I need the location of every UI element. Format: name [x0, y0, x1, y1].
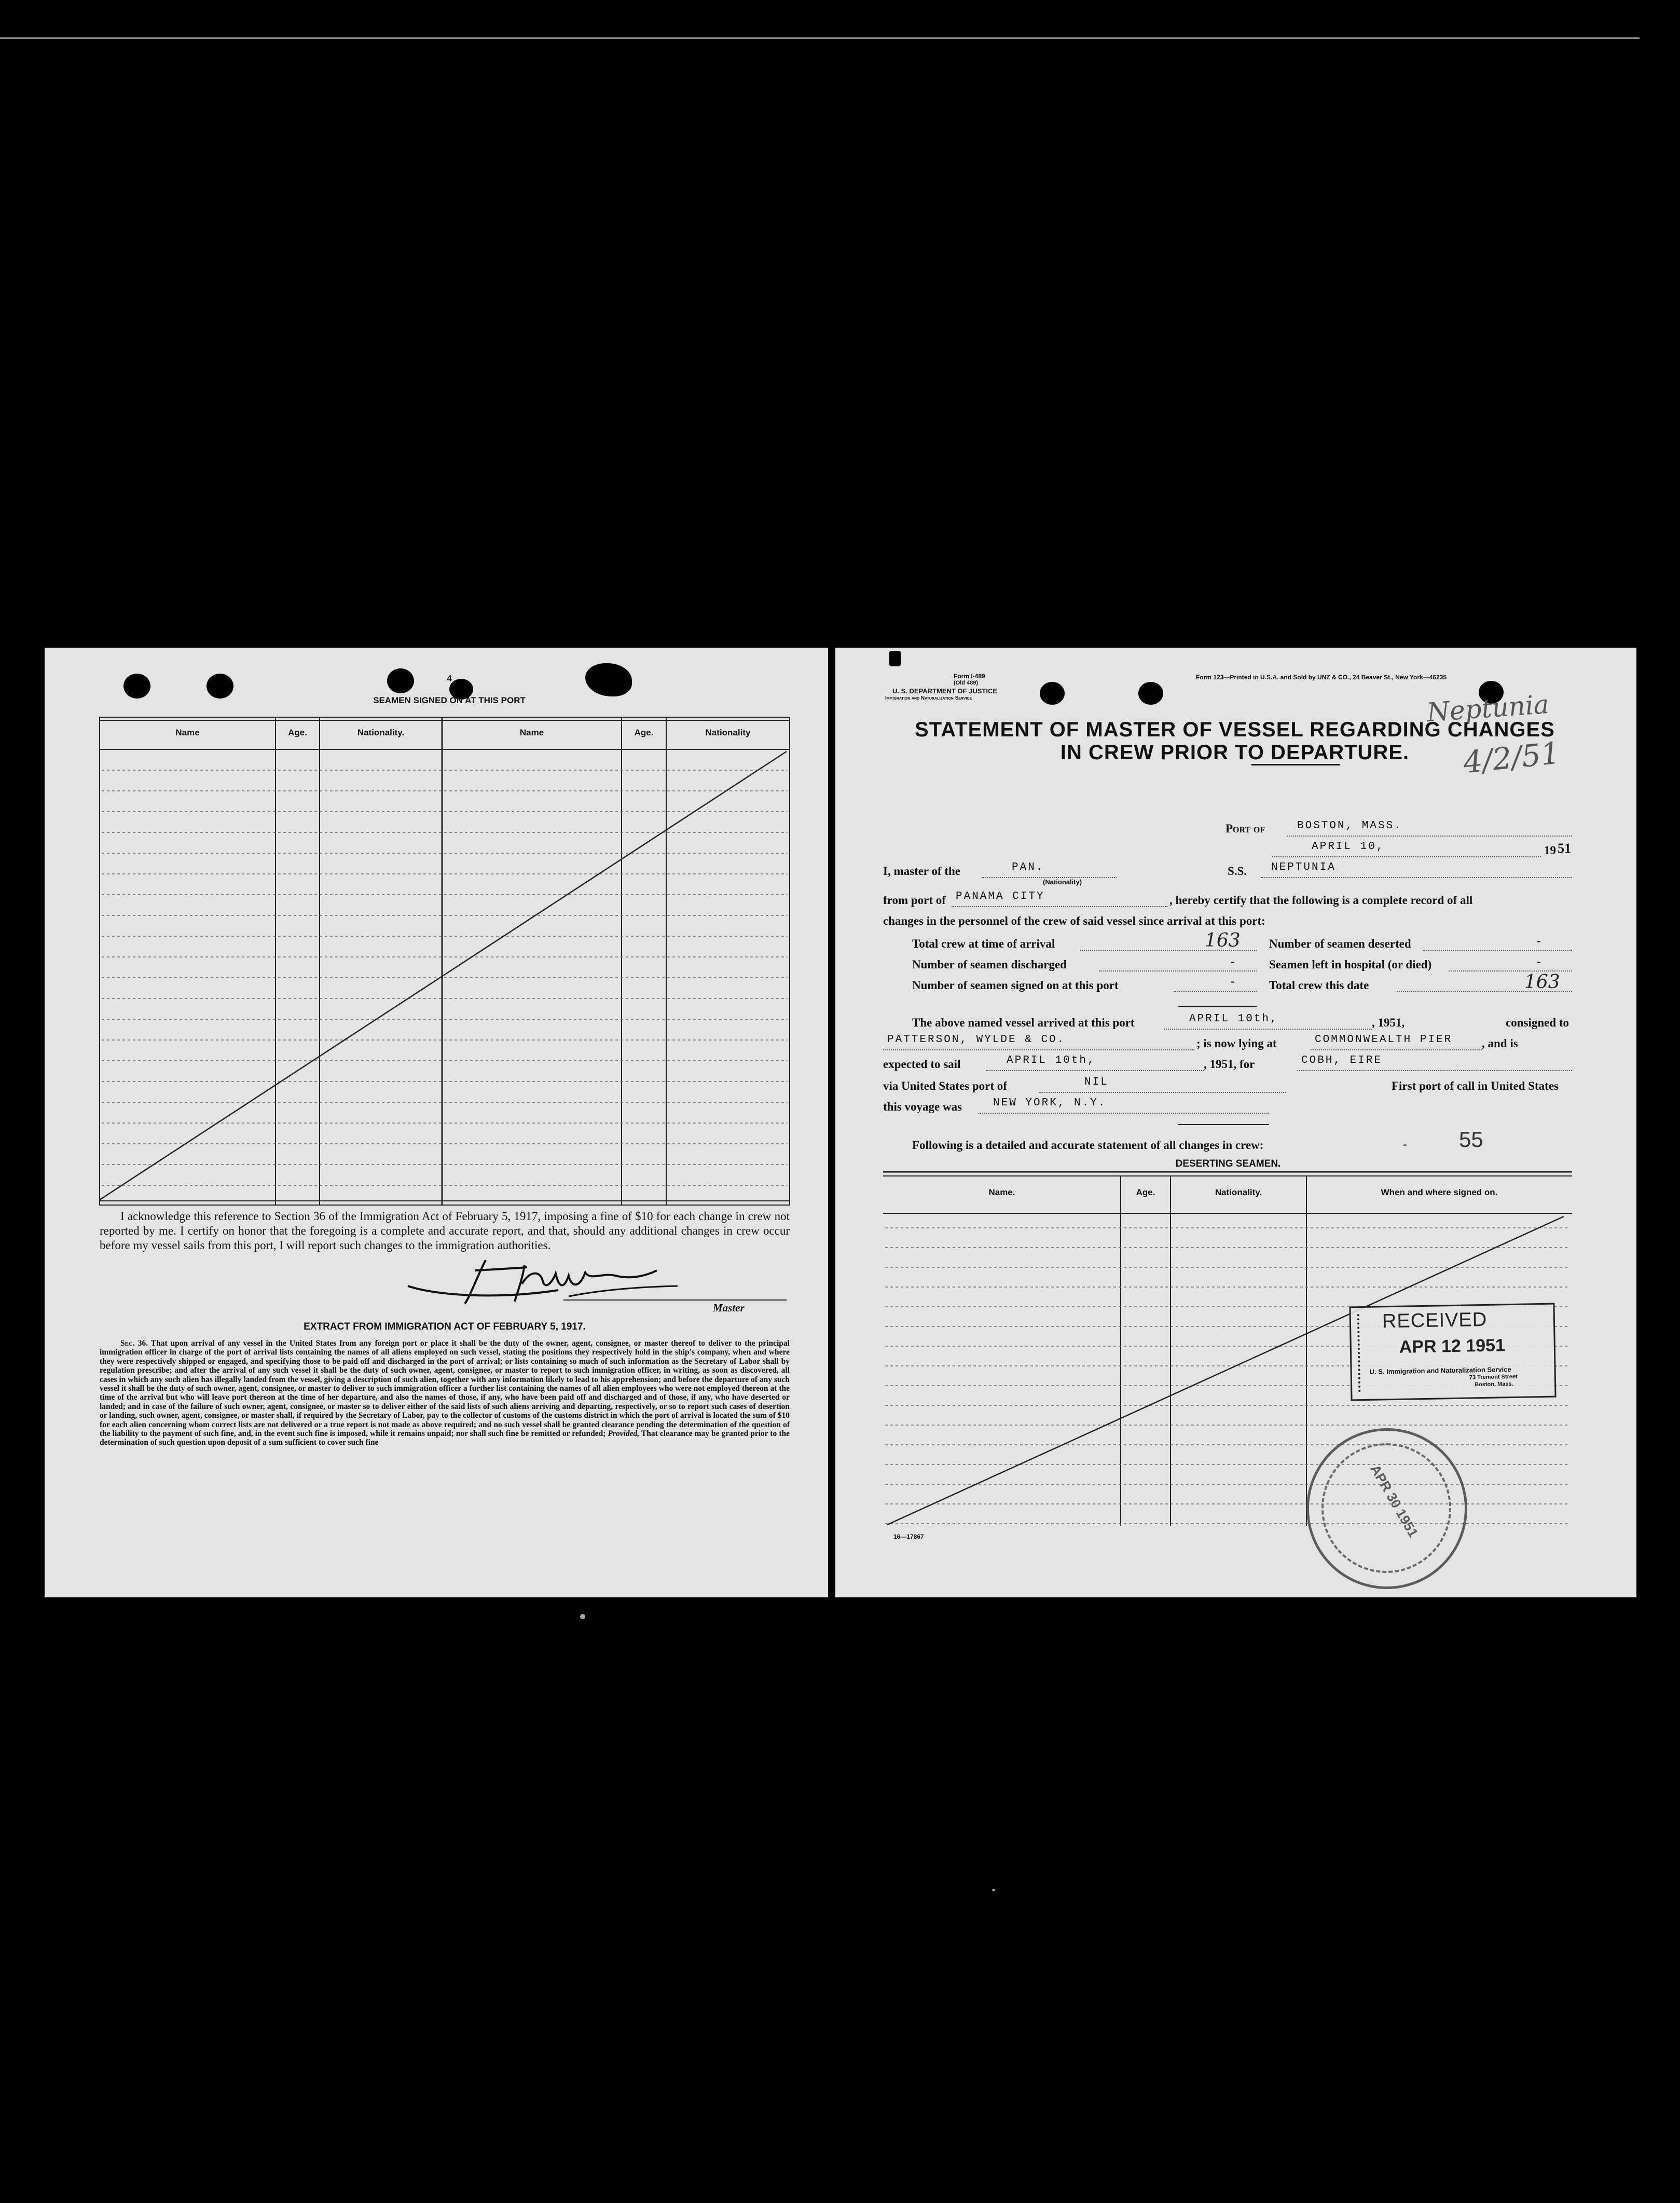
arrived-year: , 1951, — [1372, 1016, 1405, 1029]
received-line-1: U. S. Immigration and Naturalization Service — [1369, 1365, 1511, 1376]
col-header-name: Name — [175, 728, 200, 737]
discharged-value: - — [1231, 955, 1235, 968]
handwritten-date: 4/2/51 — [1461, 735, 1562, 781]
first-port-label: First port of call in United States — [1392, 1079, 1559, 1092]
vessel-value: NEPTUNIA — [1271, 861, 1336, 873]
voyage-value: NEW YORK, N.Y. — [993, 1097, 1107, 1109]
ss-label: S.S. — [1228, 865, 1247, 878]
col-header-age-2: Age. — [634, 728, 654, 737]
sec36-body: That upon arrival of any vessel in the United States from any foreign port or place it shall be the duty of the owner, agent, consignee, or master thereof to deliver to the principal immigration officer in charge of the port of arrival lists containing the names of all aliens employed on such vessel, stating the positions they respectively hold in the ship's company, when and where they were respectively shipped or engaged, and specifying those to be paid off and discharged in the port of arrival; or lists containing so much of such information as the Secretary of Labor shall by regulation prescribe; and after the arrival of any such vessel it shall be the duty of such owner, agent, consignee, or master to report to such immigration officer, in writing, as soon as discovered, all cases in which any such alien has illegally landed from the vessel, giving a description of such alien, together with any information likely to lead to his apprehension; and before the departure of any such vessel it shall be the duty of such owner, agent, consignee, or master to deliver to such immigration officer a further list containing the names of all alien employees who were not employed thereon at the time of the arrival but who will leave port thereon at the time of her departure, and also the names of those, if any, who have been paid off and discharged and of those, if any, who have deserted or landed; and in case of the failure of such owner, agent, consignee, or master so to deliver either of the said lists of such aliens arriving and departing, respectively, or so to report such cases of desertion or landing, such owner, agent, consignee, or master shall, if required by the Secretary of Labor, pay to the collector of customs of the customs district in which the port of arrival is located the sum of $10 for each alien concerning whom correct lists are not delivered or a true report is not made as above required; and no such vessel shall be granted clearance pending the determination of the question of the liability to the payment of such fine, and, in the event such fine is imposed, while it remains unpaid; nor shall such fine be remitted or refunded; — [100, 1339, 790, 1439]
signed-on-label: Number of seamen signed on at this port — [912, 979, 1119, 992]
desert-col-header-signed-on: When and where signed on. — [1381, 1187, 1498, 1197]
footer-code: 16—17867 — [893, 1533, 924, 1540]
scan-speck — [992, 1889, 995, 1891]
port-value: BOSTON, MASS. — [1297, 820, 1402, 832]
lying-label: ; is now lying at — [1196, 1037, 1277, 1050]
col-header-nationality: Nationality. — [357, 728, 405, 737]
arrived-value: APRIL 10th, — [1189, 1013, 1278, 1025]
discharged-label: Number of seamen discharged — [912, 958, 1067, 971]
stamp-left-bracket — [1357, 1314, 1367, 1392]
section-36-text — [100, 1339, 790, 1447]
arrived-label: The above named vessel arrived at this port — [912, 1016, 1135, 1029]
col-header-age: Age. — [288, 728, 307, 737]
following-dash: - — [1403, 1138, 1407, 1151]
nationality-caption: (Nationality) — [1043, 878, 1082, 886]
total-crew-date-label: Total crew this date — [1269, 979, 1369, 992]
deserted-label: Number of seamen deserted — [1269, 937, 1411, 950]
hospital-label: Seamen left in hospital (or died) — [1269, 958, 1432, 971]
year-value: 51 — [1558, 841, 1571, 856]
date-value: APRIL 10, — [1312, 841, 1385, 853]
certify-text: , hereby certify that the following is a complete record of all — [1169, 894, 1473, 907]
deserted-value: - — [1537, 934, 1541, 947]
received-date: APR 12 1951 — [1399, 1335, 1506, 1357]
from-port-value: PANAMA CITY — [956, 891, 1045, 902]
received-stamp — [1349, 1303, 1556, 1401]
following-number: 55 — [1459, 1127, 1483, 1152]
desert-col-header-name: Name. — [988, 1187, 1015, 1197]
form-title-line-2-text: IN CREW PRIOR TO DEPARTURE. — [1060, 741, 1410, 764]
total-crew-arrival-value: 163 — [1205, 930, 1241, 951]
master-label: Master — [713, 1302, 745, 1314]
hospital-value: - — [1537, 955, 1541, 968]
acknowledgement-text: I acknowledge this reference to Section 36 of the Immigration Act of February 5, 1917, imposing a fine of $10 for each change in crew not reported by me. I certify on honor that the foregoing is a complete and accurate report, and that, should any additional changes in crew occur before my vessel sails from this port, I will report such changes to the immigration authorities. — [100, 1210, 790, 1252]
signed-on-value: - — [1231, 975, 1235, 988]
sec36-tail: That clearance may be granted prior to the determination of such question upon deposit of a sum sufficient to cover such fine — [100, 1429, 790, 1447]
total-crew-date-value: 163 — [1524, 971, 1560, 993]
port-label: Port of — [1225, 822, 1265, 835]
round-stamp-date: APR 30 1951 — [1367, 1462, 1422, 1540]
consigned-label: consigned to — [1506, 1016, 1569, 1029]
section-title: SEAMEN SIGNED ON AT THIS PORT — [373, 695, 526, 705]
voyage-label: this voyage was — [883, 1100, 962, 1113]
via-label: via United States port of — [883, 1079, 1007, 1092]
total-crew-arrival-label: Total crew at time of arrival — [912, 937, 1055, 950]
service-name: Immigration and Naturalization Service — [885, 695, 972, 701]
scan-border-line — [0, 37, 1640, 39]
left-page — [45, 648, 828, 1597]
consignee-value: PATTERSON, WYLDE & CO. — [887, 1034, 1066, 1046]
from-port-label: from port of — [883, 894, 946, 907]
sec36-label: Sec. 36. — [120, 1339, 148, 1348]
changes-text: changes in the personnel of the crew of said vessel since arrival at this port: — [883, 914, 1265, 927]
received-line-3: Boston, Mass. — [1475, 1380, 1513, 1388]
received-title: RECEIVED — [1382, 1308, 1488, 1333]
col-header-nationality-2: Nationality — [705, 728, 751, 737]
printer-note: Form 123—Printed in U.S.A. and Sold by UNZ & CO., 24 Beaver St., New York—46235 — [1196, 674, 1447, 681]
following-label: Following is a detailed and accurate statement of all changes in crew: — [912, 1139, 1264, 1152]
master-signature-line — [563, 1299, 787, 1301]
destination-value: COBH, EIRE — [1301, 1055, 1383, 1066]
deserting-title: DESERTING SEAMEN. — [1175, 1158, 1281, 1169]
desert-col-header-nationality: Nationality. — [1215, 1187, 1262, 1197]
provided-label: Provided, — [608, 1429, 640, 1439]
deserting-seamen-table — [835, 648, 1636, 1540]
year-prefix: 19 — [1544, 844, 1556, 857]
master-signature — [397, 1250, 729, 1312]
handwritten-vessel-name: Neptunia — [1426, 689, 1550, 728]
form-old-number: (Old 489) — [954, 680, 979, 686]
extract-title: EXTRACT FROM IMMIGRATION ACT OF FEBRUARY 5, 1917. — [304, 1321, 586, 1332]
master-of-label: I, master of the — [883, 865, 961, 878]
col-header-name-2: Name — [519, 728, 544, 737]
round-stamp-inner-ring — [1321, 1443, 1451, 1573]
nationality-value: PAN. — [1012, 861, 1044, 873]
form-number: Form I-489 — [954, 673, 985, 680]
via-value: NIL — [1084, 1076, 1109, 1088]
scan-speck — [580, 1614, 585, 1619]
page-number: 4 — [447, 674, 452, 683]
right-page — [835, 648, 1636, 1597]
and-is-label: , and is — [1482, 1037, 1518, 1050]
sail-value: APRIL 10th, — [1007, 1055, 1096, 1066]
received-line-2: 73 Tremont Street — [1469, 1373, 1518, 1381]
form-title-line-1: STATEMENT OF MASTER OF VESSEL REGARDING CHANGES — [915, 718, 1555, 741]
desert-col-header-age: Age. — [1136, 1187, 1155, 1197]
lying-value: COMMONWEALTH PIER — [1315, 1034, 1453, 1046]
round-date-stamp — [1306, 1428, 1467, 1589]
sail-label: expected to sail — [883, 1058, 961, 1071]
department-name: U. S. DEPARTMENT OF JUSTICE — [892, 687, 997, 695]
sail-year: , 1951, for — [1204, 1058, 1255, 1071]
